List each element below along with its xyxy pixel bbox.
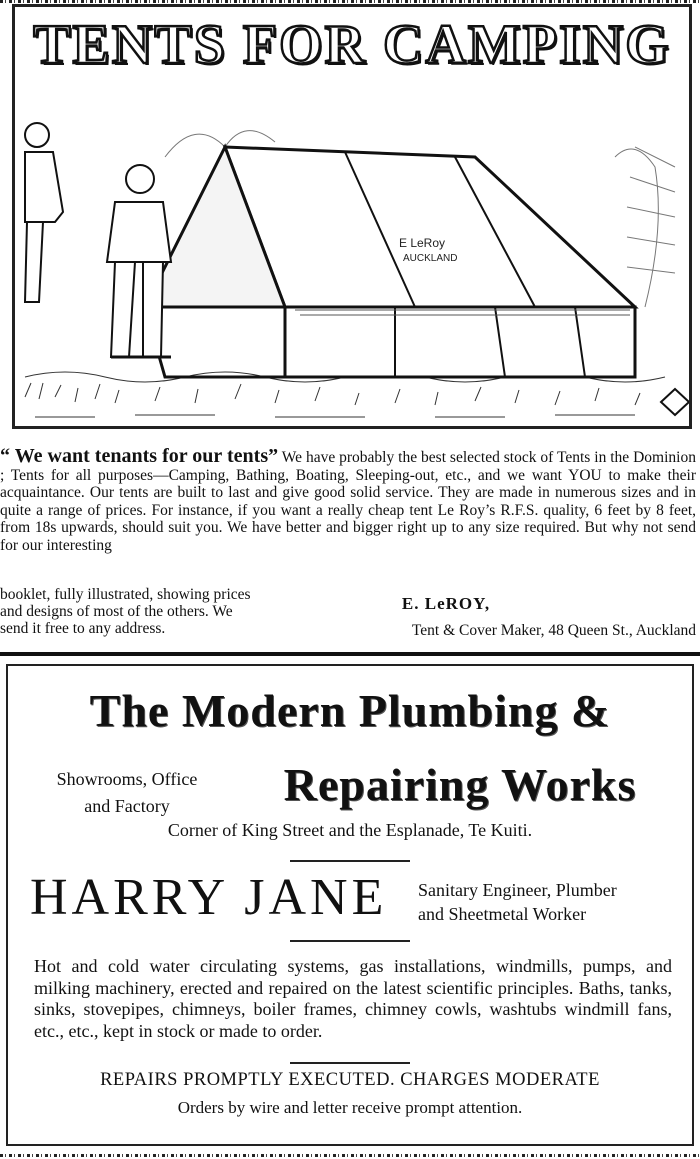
maker-signature	[316, 594, 696, 640]
headline-tents-for-camping: TENTS FOR CAMPING	[33, 14, 671, 76]
proprietor-trade	[418, 878, 688, 926]
maker-address: Tent & Cover Maker, 48 Queen St., Auckland	[411, 622, 696, 639]
bottom-border	[0, 1154, 700, 1157]
camping-illustration	[12, 4, 692, 429]
title-repairing-works: Repairing Works	[283, 759, 637, 810]
slogan: “ We want tenants for our tents”	[0, 445, 279, 467]
trade-line: and Sheetmetal Worker	[418, 904, 587, 924]
divider-rule	[290, 1062, 410, 1064]
tent	[145, 147, 635, 377]
title-modern-plumbing: The Modern Plumbing &	[89, 685, 611, 736]
seated-man-figure	[107, 165, 171, 357]
tent-sign-line2: AUCKLAND	[403, 253, 458, 264]
maker-name: E. LeROY,	[401, 594, 491, 613]
showroom-line: and Factory	[84, 796, 170, 816]
plumbing-advertisement	[6, 664, 694, 1146]
maker-mark-emblem	[661, 389, 689, 415]
booklet-line: send it free to any address.	[0, 620, 166, 637]
tents-body-copy	[0, 445, 696, 554]
tents-body-text: We have probably the best selected stock of Tents in the Dominion ; Tents for all purposes—Camping, Bathing, Boating, Sleeping-out, etc., and we want YOU to make their acquaintance. Our tents are built to last and give good solid service. They are made in numerous sizes and in quite a range of prices. For instance, if you want a really cheap tent Le Roy’s R.F.S. quality, 6 feet by 8 feet, from 18s upwards, should suit you. We have better and bigger right up to any size required. But why not send for our interesting	[0, 449, 696, 554]
divider-rule	[290, 860, 410, 862]
ground-hatching	[25, 372, 665, 417]
showroom-line: Showrooms, Office	[56, 769, 198, 789]
tents-footer	[0, 586, 696, 646]
proprietor-name: HARRY JANE	[30, 869, 388, 926]
booklet-line: and designs of most of the others. We	[0, 603, 233, 620]
tent-sign	[399, 235, 489, 267]
standing-man-figure	[25, 123, 63, 302]
booklet-offer	[0, 586, 340, 637]
advert-separator-rule	[0, 652, 700, 656]
booklet-line: booklet, fully illustrated, showing prices	[0, 586, 251, 603]
tent-sign-line1: E LeRoy	[399, 236, 446, 250]
services-description: Hot and cold water circulating systems, gas installations, windmills, pumps, and milking machinery, erected and repaired on the latest scientific principles. Baths, tanks, sinks, stovepipes, chimneys, boiler frames, chimney cowls, washtubs windmill fans, etc., etc., kept in stock or made to order.	[34, 956, 672, 1041]
trade-line: Sanitary Engineer, Plumber	[418, 880, 617, 900]
repairs-notice: REPAIRS PROMPTLY EXECUTED. CHARGES MODERATE	[100, 1070, 600, 1090]
orders-notice: Orders by wire and letter receive prompt attention.	[177, 1098, 523, 1117]
location-address: Corner of King Street and the Esplanade, Te Kuiti.	[167, 820, 533, 840]
showroom-label	[32, 766, 222, 820]
divider-rule	[290, 940, 410, 942]
